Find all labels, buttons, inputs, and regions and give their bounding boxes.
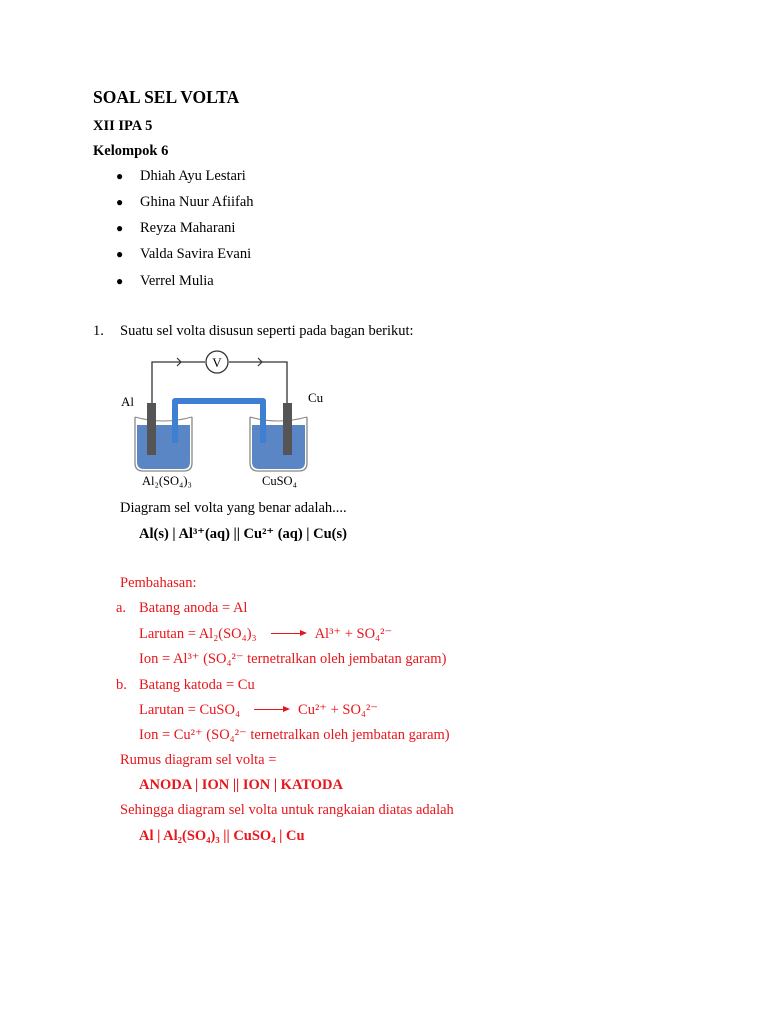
cu-electrode <box>283 403 292 455</box>
answer-text: Al(s) | Al³⁺(aq) || Cu²⁺ (aq) | Cu(s) <box>139 526 347 542</box>
question-text: Suatu sel volta disusun seperti pada bagan berikut: <box>120 323 414 339</box>
bullet-icon: ● <box>116 169 124 183</box>
bullet-icon: ● <box>116 247 124 261</box>
arrow-icon <box>271 633 305 634</box>
list-item: ● Dhiah Ayu Lestari <box>116 168 246 184</box>
voltaic-cell-diagram <box>110 345 350 493</box>
item-a-marker: a. <box>116 600 127 616</box>
bullet-icon: ● <box>116 221 124 235</box>
arrow-icon <box>254 709 288 710</box>
anode-solution: Larutan = Al₂(SO₄)₃ <box>139 626 257 642</box>
right-electrode-label: Cu <box>308 390 324 405</box>
left-solution <box>137 425 190 469</box>
list-item: ● Ghina Nuur Afiifah <box>116 194 254 210</box>
anode-solution-row <box>139 626 392 643</box>
class-label: XII IPA 5 <box>93 118 153 134</box>
bullet-icon: ● <box>116 195 124 209</box>
voltmeter-label: V <box>212 355 222 370</box>
al-electrode <box>147 403 156 455</box>
formula-text: ANODA | ION || ION | KATODA <box>139 777 343 793</box>
list-item: ● Valda Savira Evani <box>116 246 252 262</box>
right-solution-label: CuSO₄ <box>262 474 297 488</box>
left-solution-label: Al₂(SO₄)₃ <box>142 474 192 488</box>
cathode-solution-row <box>139 702 378 719</box>
right-solution <box>252 425 305 469</box>
anode-ion: Ion = Al³⁺ (SO₄²⁻ ternetralkan oleh jembatan garam) <box>139 651 447 667</box>
page-title: SOAL SEL VOLTA <box>93 87 240 107</box>
item-b-marker: b. <box>116 677 127 693</box>
left-electrode-label: Al <box>121 394 134 409</box>
cathode-ion: Ion = Cu²⁺ (SO₄²⁻ ternetralkan oleh jembatan garam) <box>139 727 450 743</box>
cathode-solution: Larutan = CuSO₄ <box>139 702 241 718</box>
discussion-heading: Pembahasan: <box>120 575 197 591</box>
cathode-label: Batang katoda = Cu <box>139 677 255 693</box>
bullet-icon: ● <box>116 274 124 288</box>
cathode-products: Cu²⁺ + SO₄²⁻ <box>298 702 378 718</box>
anode-products: Al³⁺ + SO₄²⁻ <box>314 626 393 642</box>
formula-intro: Rumus diagram sel volta = <box>120 752 277 768</box>
list-item: ● Verrel Mulia <box>116 273 214 289</box>
anode-label: Batang anoda = Al <box>139 600 248 616</box>
question-number: 1. <box>93 323 104 339</box>
group-label: Kelompok 6 <box>93 143 169 159</box>
conclusion-intro: Sehingga diagram sel volta untuk rangkaian diatas adalah <box>120 802 454 818</box>
question-prompt: Diagram sel volta yang benar adalah.... <box>120 500 347 516</box>
conclusion-text: Al | Al₂(SO₄)₃ || CuSO₄ | Cu <box>139 828 305 844</box>
list-item: ● Reyza Maharani <box>116 220 236 236</box>
